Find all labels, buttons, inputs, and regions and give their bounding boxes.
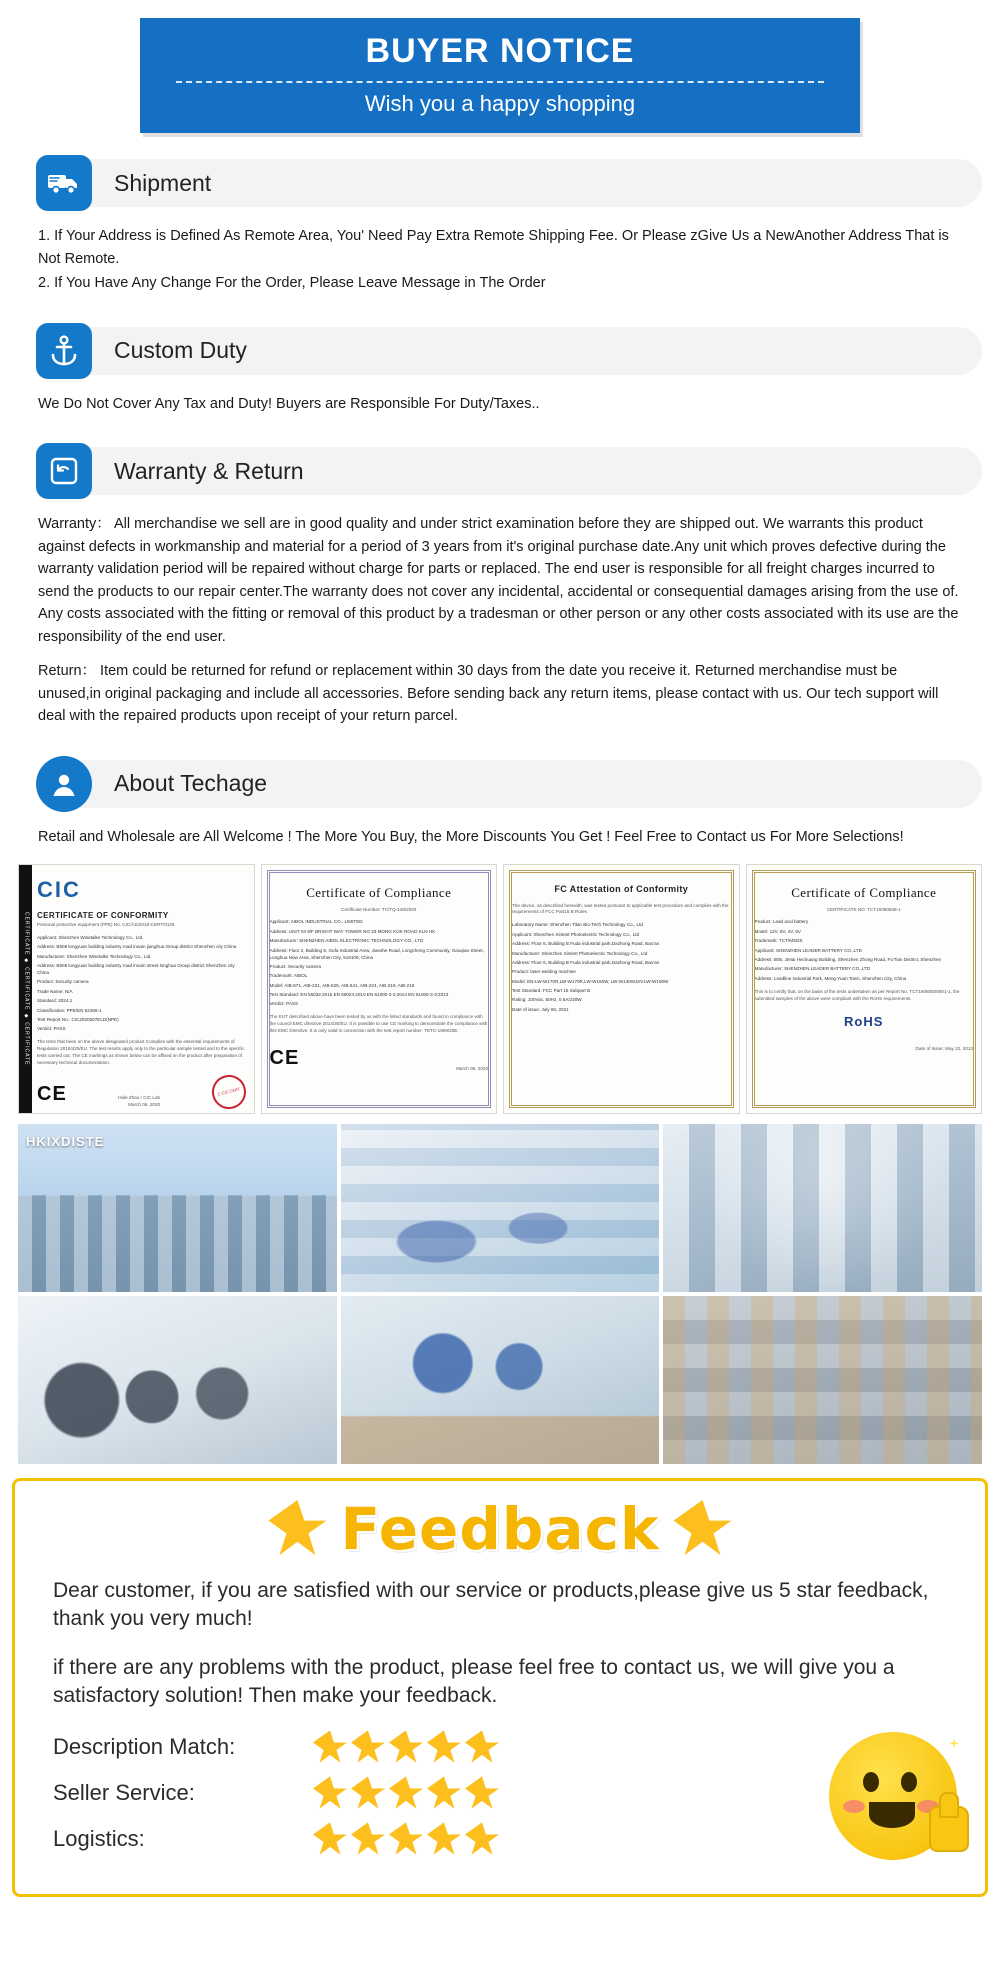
rohs-field: Model: 12V, 5V, 4V, 6V xyxy=(754,928,801,934)
section-shipment xyxy=(0,155,1000,300)
production-workshop-photo xyxy=(663,1124,982,1292)
star-icon[interactable] xyxy=(351,1730,385,1764)
star-icon[interactable] xyxy=(389,1822,423,1856)
star-icon[interactable] xyxy=(427,1822,461,1856)
star-icon[interactable] xyxy=(389,1730,423,1764)
sales-team-photo xyxy=(18,1296,337,1464)
cic-field: Standard: 2024.1 xyxy=(37,998,73,1004)
warranty-label: Warranty & Return xyxy=(114,457,304,484)
star-icon[interactable] xyxy=(313,1730,347,1764)
rohs-fields xyxy=(755,919,974,982)
star-icon[interactable] xyxy=(465,1822,499,1856)
smiley-thumbs-up-icon xyxy=(829,1732,957,1860)
rohs-field: Address: Leadline Industrial Park, Meng Yuan Town, Shenzhen City, China xyxy=(754,975,907,981)
feedback-panel xyxy=(12,1478,988,1897)
cic-field: Address: B508 longyuan building industry road innain street longhua Group district Shenzhen city China xyxy=(37,963,235,975)
warranty-header-bar xyxy=(52,447,982,495)
banner-divider xyxy=(176,81,824,83)
warranty-body xyxy=(18,509,982,733)
cic-field: Applicant: Shenzhen Wisetalke Technology Co., Ltd. xyxy=(37,934,144,940)
buyer-notice-banner xyxy=(140,18,860,133)
fcc-field: Rating: 100Vac, 50Hz, 0.6A/230W xyxy=(512,997,582,1003)
aibol-note: The EUT described above have been tested by us with the listed standards and found in compliance with the council EMC directive 2014/30/EU. It is possible to use CE marking to demonstrate the compliance with this EMC Directive. It is only valid in connection with the test report number: TETC-1908/20E. xyxy=(269,1014,488,1034)
anchor-icon xyxy=(36,323,92,379)
fcc-field: Address: Floor 6, Building B Fuda industrial park,Dazhong Road, Bao'an xyxy=(512,941,660,947)
star-icon xyxy=(268,1500,326,1558)
cic-signature: Hide Zhao / CIC Lab xyxy=(118,1095,161,1101)
aibol-fields xyxy=(270,919,489,1008)
fcc-fields xyxy=(512,922,731,1013)
cic-field: Trade Name: N/A xyxy=(37,988,73,994)
rohs-field: Trademark: TCT/MSDS xyxy=(754,938,803,944)
rohs-field: Product: Lead acid battery xyxy=(754,919,809,925)
cic-field: Address: B508 longyuan building industry road innain jianghua Group district Shenzhen city China xyxy=(37,944,237,950)
cic-field: Test Report No.: CIC2020507ELD(NPE) xyxy=(37,1016,119,1022)
feedback-title-row xyxy=(33,1495,967,1563)
cic-title: CERTIFICATE OF CONFORMITY xyxy=(37,911,169,921)
custom-duty-body xyxy=(18,389,982,421)
aibol-title: Certificate of Compliance xyxy=(306,885,452,901)
cic-date: March 06, 2020 xyxy=(128,1101,161,1107)
aibol-field: Product: Security camera xyxy=(269,963,322,969)
assembly-line-photo xyxy=(341,1124,660,1292)
cic-field: Verdict: PASS xyxy=(37,1026,66,1032)
section-about-techage xyxy=(0,756,1000,854)
shipment-body xyxy=(18,221,982,300)
section-warranty-return xyxy=(0,443,1000,733)
cic-logo: CIC xyxy=(37,877,81,903)
star-icon[interactable] xyxy=(351,1822,385,1856)
rating-row-seller-service xyxy=(53,1776,947,1810)
rating-stars[interactable] xyxy=(313,1730,499,1764)
aibol-field: Manufacturer: SHENZHEN AIBOL ELECTRONIC TECHNOLOGY CO., LTD xyxy=(269,938,424,944)
factory-building-photo xyxy=(18,1124,337,1292)
aibol-field: Model: AIB-671, AIB-221, AIB-625, AIB-641, AIB-224, AIB-218, AIB-219 xyxy=(269,982,415,988)
cic-field: Manufacturer: Shenzhen Wisetalke Technology Co., Ltd. xyxy=(37,953,152,959)
cic-fields xyxy=(37,935,246,1033)
aibol-field: Verdict: PASS xyxy=(269,1001,299,1007)
fcc-field: Date of issue: July 06, 2021 xyxy=(512,1006,569,1012)
star-icon[interactable] xyxy=(313,1822,347,1856)
aibol-number: Certificate Number: TC/TQ-149/2020 xyxy=(341,906,417,912)
feedback-ratings xyxy=(33,1730,967,1856)
aibol-ce-mark: CE xyxy=(269,1047,300,1070)
cic-field: Product: Security camera xyxy=(37,979,89,985)
fcc-intro: The device, as described herewith, was tested pursuant to applicable test procedure and complies with the requirements of FCC Part15 B Rules xyxy=(512,902,729,915)
star-icon xyxy=(674,1500,732,1558)
banner-subtitle: Wish you a happy shopping xyxy=(364,91,636,117)
rating-label: Description Match: xyxy=(53,1734,236,1760)
feedback-paragraph-2: if there are any problems with the product, please feel free to contact us, we will give you a satisfactory solution! Then make your feedback. xyxy=(53,1655,895,1708)
certificates-row xyxy=(0,854,1000,1114)
aibol-field: Address: UNIT 04 9/F BRIGHT WAY TOWER NO 33 MONG KOK ROAD KLN HK xyxy=(269,928,436,934)
rohs-title: Certificate of Compliance xyxy=(791,885,937,901)
rohs-field: Manufacturer: SHENZHEN LEADER BATTERY CO.,LTD xyxy=(754,966,871,972)
person-icon xyxy=(36,756,92,812)
cic-ce-mark: CE xyxy=(37,1082,67,1105)
banner-title: BUYER NOTICE xyxy=(365,32,635,70)
shipment-header-bar xyxy=(52,159,982,207)
cic-subtitle: Personal protective equipment (PPE) No. CIC/AS/2018-CERT/0125 xyxy=(37,922,175,928)
cic-note: The tests that been on the above designated product Complies with the essential requirements of Regulation 2016/425/EU. The test results apply only to the particular sample tested and to the specific tests carried out. The CE markings as shown below can be affixed on the product after preparation of necessary technical documentation. xyxy=(37,1039,245,1065)
certificate-aibol xyxy=(261,864,498,1114)
fcc-title: FC Attestation of Conformity xyxy=(554,884,689,895)
rating-stars[interactable] xyxy=(313,1822,499,1856)
rating-row-logistics xyxy=(53,1822,947,1856)
star-icon[interactable] xyxy=(351,1776,385,1810)
fcc-field: Test Standard: FCC Part 15 Subpart B xyxy=(512,988,591,994)
star-icon[interactable] xyxy=(465,1776,499,1810)
certificate-rohs xyxy=(746,864,983,1114)
rohs-date: Date of Issue: May 22, 2013 xyxy=(915,1045,973,1051)
aibol-field: Address: Floor 2, Building 5, Gufa Industrial Area, Jianshe Road, Longcheng Community, Gaoqiao Street, Longhua New Area, Shenzhen City, 518109, China xyxy=(269,947,484,960)
certificate-fcc xyxy=(503,864,740,1114)
packing-workers-photo xyxy=(341,1296,660,1464)
aibol-field: Applicant: AIBOL INDUSTRIAL CO., LIMITED xyxy=(269,919,363,925)
custom-duty-p1: We Do Not Cover Any Tax and Duty! Buyers are Responsible For Duty/Taxes.. xyxy=(38,395,540,412)
custom-duty-header xyxy=(18,323,982,379)
rohs-field: Address: B05, Jietai Hechuang Building, Shenzhen Zhong Road, Fu'Tian District, Shenzhen xyxy=(754,957,942,962)
about-body xyxy=(18,822,982,854)
feedback-paragraph-1: Dear customer, if you are satisfied with our service or products,please give us 5 star feedback, thank you very much! xyxy=(53,1579,929,1631)
fcc-field: Address: Floor 6, Building B Fuda industrial park,Dazhong Road, Bao'an xyxy=(512,959,660,965)
factory-building-caption: HKIXDISTE xyxy=(26,1134,105,1150)
about-p1: Retail and Wholesale are All Welcome ! The More You Buy, the More Discounts You Get ! Feel Free to Contact us For More Selections! xyxy=(38,828,904,845)
warranty-header xyxy=(18,443,982,499)
shipment-header xyxy=(18,155,982,211)
star-icon[interactable] xyxy=(313,1776,347,1810)
return-box-icon xyxy=(36,443,92,499)
feedback-title: Feedback xyxy=(340,1495,660,1564)
fcc-field: Model: EN-LW-W170R,LW-W170R,LW-W150W, LW-W130W,EN-LW-W150W xyxy=(512,978,669,984)
fcc-field: Product: laser welding machine xyxy=(512,969,576,975)
star-icon[interactable] xyxy=(465,1730,499,1764)
warehouse-photo xyxy=(663,1296,982,1464)
rohs-number: CERTIFICATE NO: TCT16080508-1 xyxy=(826,906,901,912)
rating-stars[interactable] xyxy=(313,1776,499,1810)
custom-duty-header-bar xyxy=(52,327,982,375)
warranty-p2: Return： Item could be returned for refund or replacement within 30 days from the date you receive it. Returned merchandise must be unused,in original packaging and include all accessories. Before sending back any return items, please contact with us. Our tech support will deal with the repaired products upon receipt of your return parcel. xyxy=(38,663,939,725)
shipment-label: Shipment xyxy=(114,169,212,196)
certificate-side-strip: CERTIFICATE ◆ CERTIFICATE ◆ CERTIFICATE xyxy=(19,865,32,1113)
aibol-field: Trademark: AIBOL xyxy=(269,973,308,979)
about-header xyxy=(18,756,982,812)
section-custom-duty xyxy=(0,323,1000,421)
rating-row-description-match xyxy=(53,1730,947,1764)
truck-icon xyxy=(36,155,92,211)
about-label: About Techage xyxy=(114,770,268,797)
fcc-field: Manufacturer: Shenzhen Xintest Photoelectric Technology Co., Ltd xyxy=(512,950,648,956)
cic-seal: C·CIC CERT xyxy=(208,1071,249,1112)
rohs-field: Applicant: SHENZHEN LEADER BATTERY CO.,LTD xyxy=(754,947,862,953)
shipment-p1: 1. If Your Address is Defined As Remote Area, You' Need Pay Extra Remote Shipping Fee. Or Please zGive Us a NewAnother Address That is Not Remote. xyxy=(38,228,949,267)
fcc-field: Applicant: Shenzhen Xintest Photoelectric Technology Co., Ltd xyxy=(512,931,640,937)
star-icon[interactable] xyxy=(389,1776,423,1810)
fcc-field: Laboratory Name: Shenzhen Titan Bio-Tech Technology Co., Ltd xyxy=(512,922,643,928)
about-header-bar xyxy=(52,760,982,808)
rohs-note: This is to certify that, on the basis of the tests undertaken as per Report No. TCT16080508001-1, the submitted samples of the above were compliant with the RoHS requirements. xyxy=(754,988,960,1001)
rating-label: Seller Service: xyxy=(53,1780,195,1806)
custom-duty-label: Custom Duty xyxy=(114,337,247,364)
aibol-date: March 06, 2020 xyxy=(456,1066,488,1072)
banner-wrapper xyxy=(0,0,1000,133)
star-icon[interactable] xyxy=(427,1776,461,1810)
cic-field: Classification: PPE/EN 62368-1 xyxy=(37,1007,102,1013)
rohs-mark: RoHS xyxy=(844,1014,884,1030)
aibol-field: Test Standard: EN 55032:2015 EN 55024:2010 EN 61000-3-2:2014 EN 61000-3-3:2013 xyxy=(269,992,449,998)
company-photo-grid xyxy=(0,1114,1000,1464)
rating-label: Logistics: xyxy=(53,1826,145,1852)
warranty-p1: Warranty： All merchandise we sell are in good quality and under strict examination before they are shipped out. We warrants this product against defects in workmanship and material for a period of 3 years from it's original purchase date.Any unit which proves defective during the warranty validation period will be repaired without charge for parts or replaced. The end user is responsible for all freight charges incurred to send the products to our repair center.The warranty does not cover any incidental, accidental or consequential damages arising from the use of. Any costs associated with the fitting or removal of this product by a tradesman or other person or any other costs associated with its use are the responsibility of the end user. xyxy=(38,516,959,645)
shipment-p2: 2. If You Have Any Change For the Order, Please Leave Message in The Order xyxy=(38,275,546,292)
star-icon[interactable] xyxy=(427,1730,461,1764)
certificate-cic xyxy=(18,864,255,1114)
